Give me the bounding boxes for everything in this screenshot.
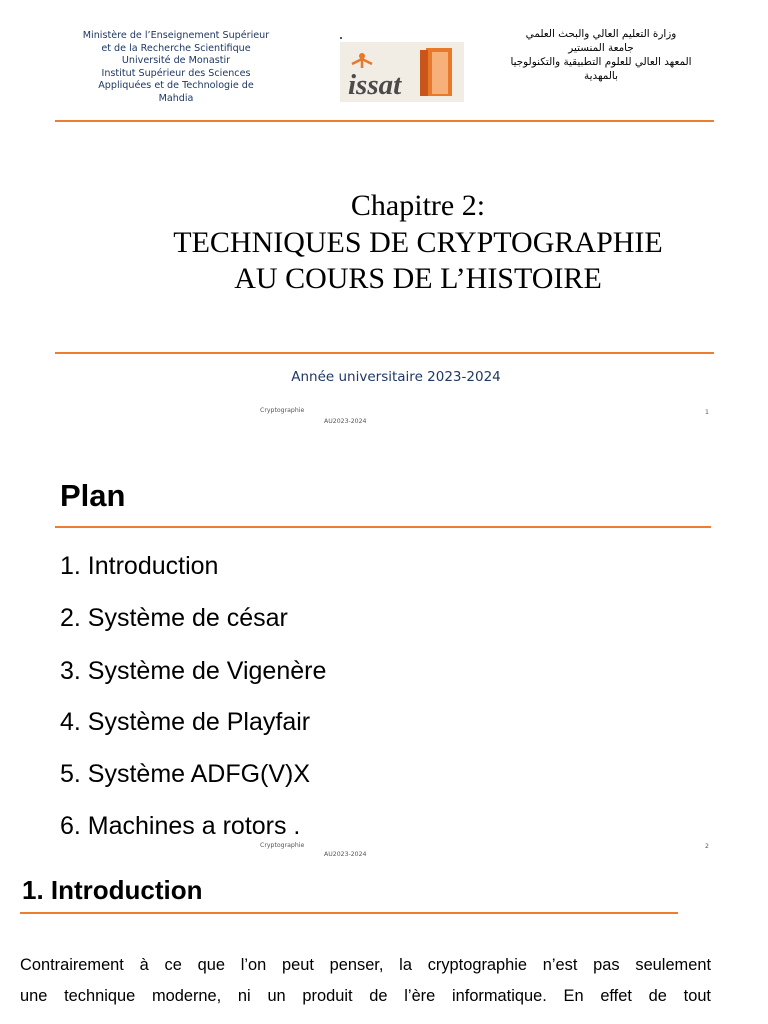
intro-paragraph <box>20 950 711 1012</box>
slide-footer-year: AU2023-2024 <box>324 851 367 858</box>
slide-page-number: 1 <box>705 409 709 416</box>
section-heading: 1. Introduction <box>22 875 203 905</box>
plan-item: 6. Machines a rotors . <box>60 812 301 840</box>
header-line: وزارة التعليم العالي والبحث العلمي <box>525 28 677 40</box>
chapter-subtitle-line-2: AU COURS DE L’HISTOIRE <box>234 262 602 295</box>
header-line: بالمهدية <box>584 70 618 82</box>
paragraph-line: une technique moderne, ni un produit de l’ère informatique. En effet de tout <box>20 987 711 1005</box>
slide-footer-year: AU2023-2024 <box>324 418 367 425</box>
header-line: et de la Recherche Scientifique <box>101 42 251 54</box>
header-line: جامعة المنستير <box>568 42 634 54</box>
header-line: Mahdia <box>158 92 194 104</box>
chapter-title: Chapitre 2: <box>350 189 486 222</box>
title-divider <box>55 352 714 354</box>
header-line: Appliquées et de Technologie de <box>98 80 254 92</box>
header-line: Institut Supérieur des Sciences <box>101 67 251 79</box>
plan-item: 1. Introduction <box>60 552 219 580</box>
plan-item: 2. Système de césar <box>60 604 288 632</box>
header-line: Ministère de l’Enseignement Supérieur <box>82 30 270 41</box>
slide-page-number: 2 <box>705 843 709 850</box>
slide-footer-subject: Cryptographie <box>260 407 305 414</box>
header-line: المعهد العالي للعلوم التطبيقية والتكنولوجيا <box>510 56 692 68</box>
logo-wordmark: issat <box>348 69 402 101</box>
slide-footer-subject: Cryptographie <box>260 842 305 849</box>
ministry-header-french <box>58 30 294 106</box>
plan-heading: Plan <box>60 478 126 513</box>
header-divider <box>55 120 714 122</box>
logo-dot <box>340 37 342 39</box>
ministry-header-arabic <box>486 27 716 83</box>
plan-item: 4. Système de Playfair <box>60 708 311 736</box>
section-divider <box>20 912 678 914</box>
issat-logo <box>340 42 464 102</box>
plan-divider <box>55 526 711 528</box>
chapter-subtitle-line-1: TECHNIQUES DE CRYPTOGRAPHIE <box>173 226 663 259</box>
header-line: Université de Monastir <box>121 55 231 67</box>
academic-year: Année universitaire 2023-2024 <box>291 369 501 385</box>
issat-logo-graphic <box>340 42 464 102</box>
plan-item: 5. Système ADFG(V)X <box>60 760 311 788</box>
plan-item: 3. Système de Vigenère <box>60 657 327 685</box>
paragraph-line: Contrairement à ce que l’on peut penser, la cryptographie n’est pas seulement <box>20 956 711 974</box>
